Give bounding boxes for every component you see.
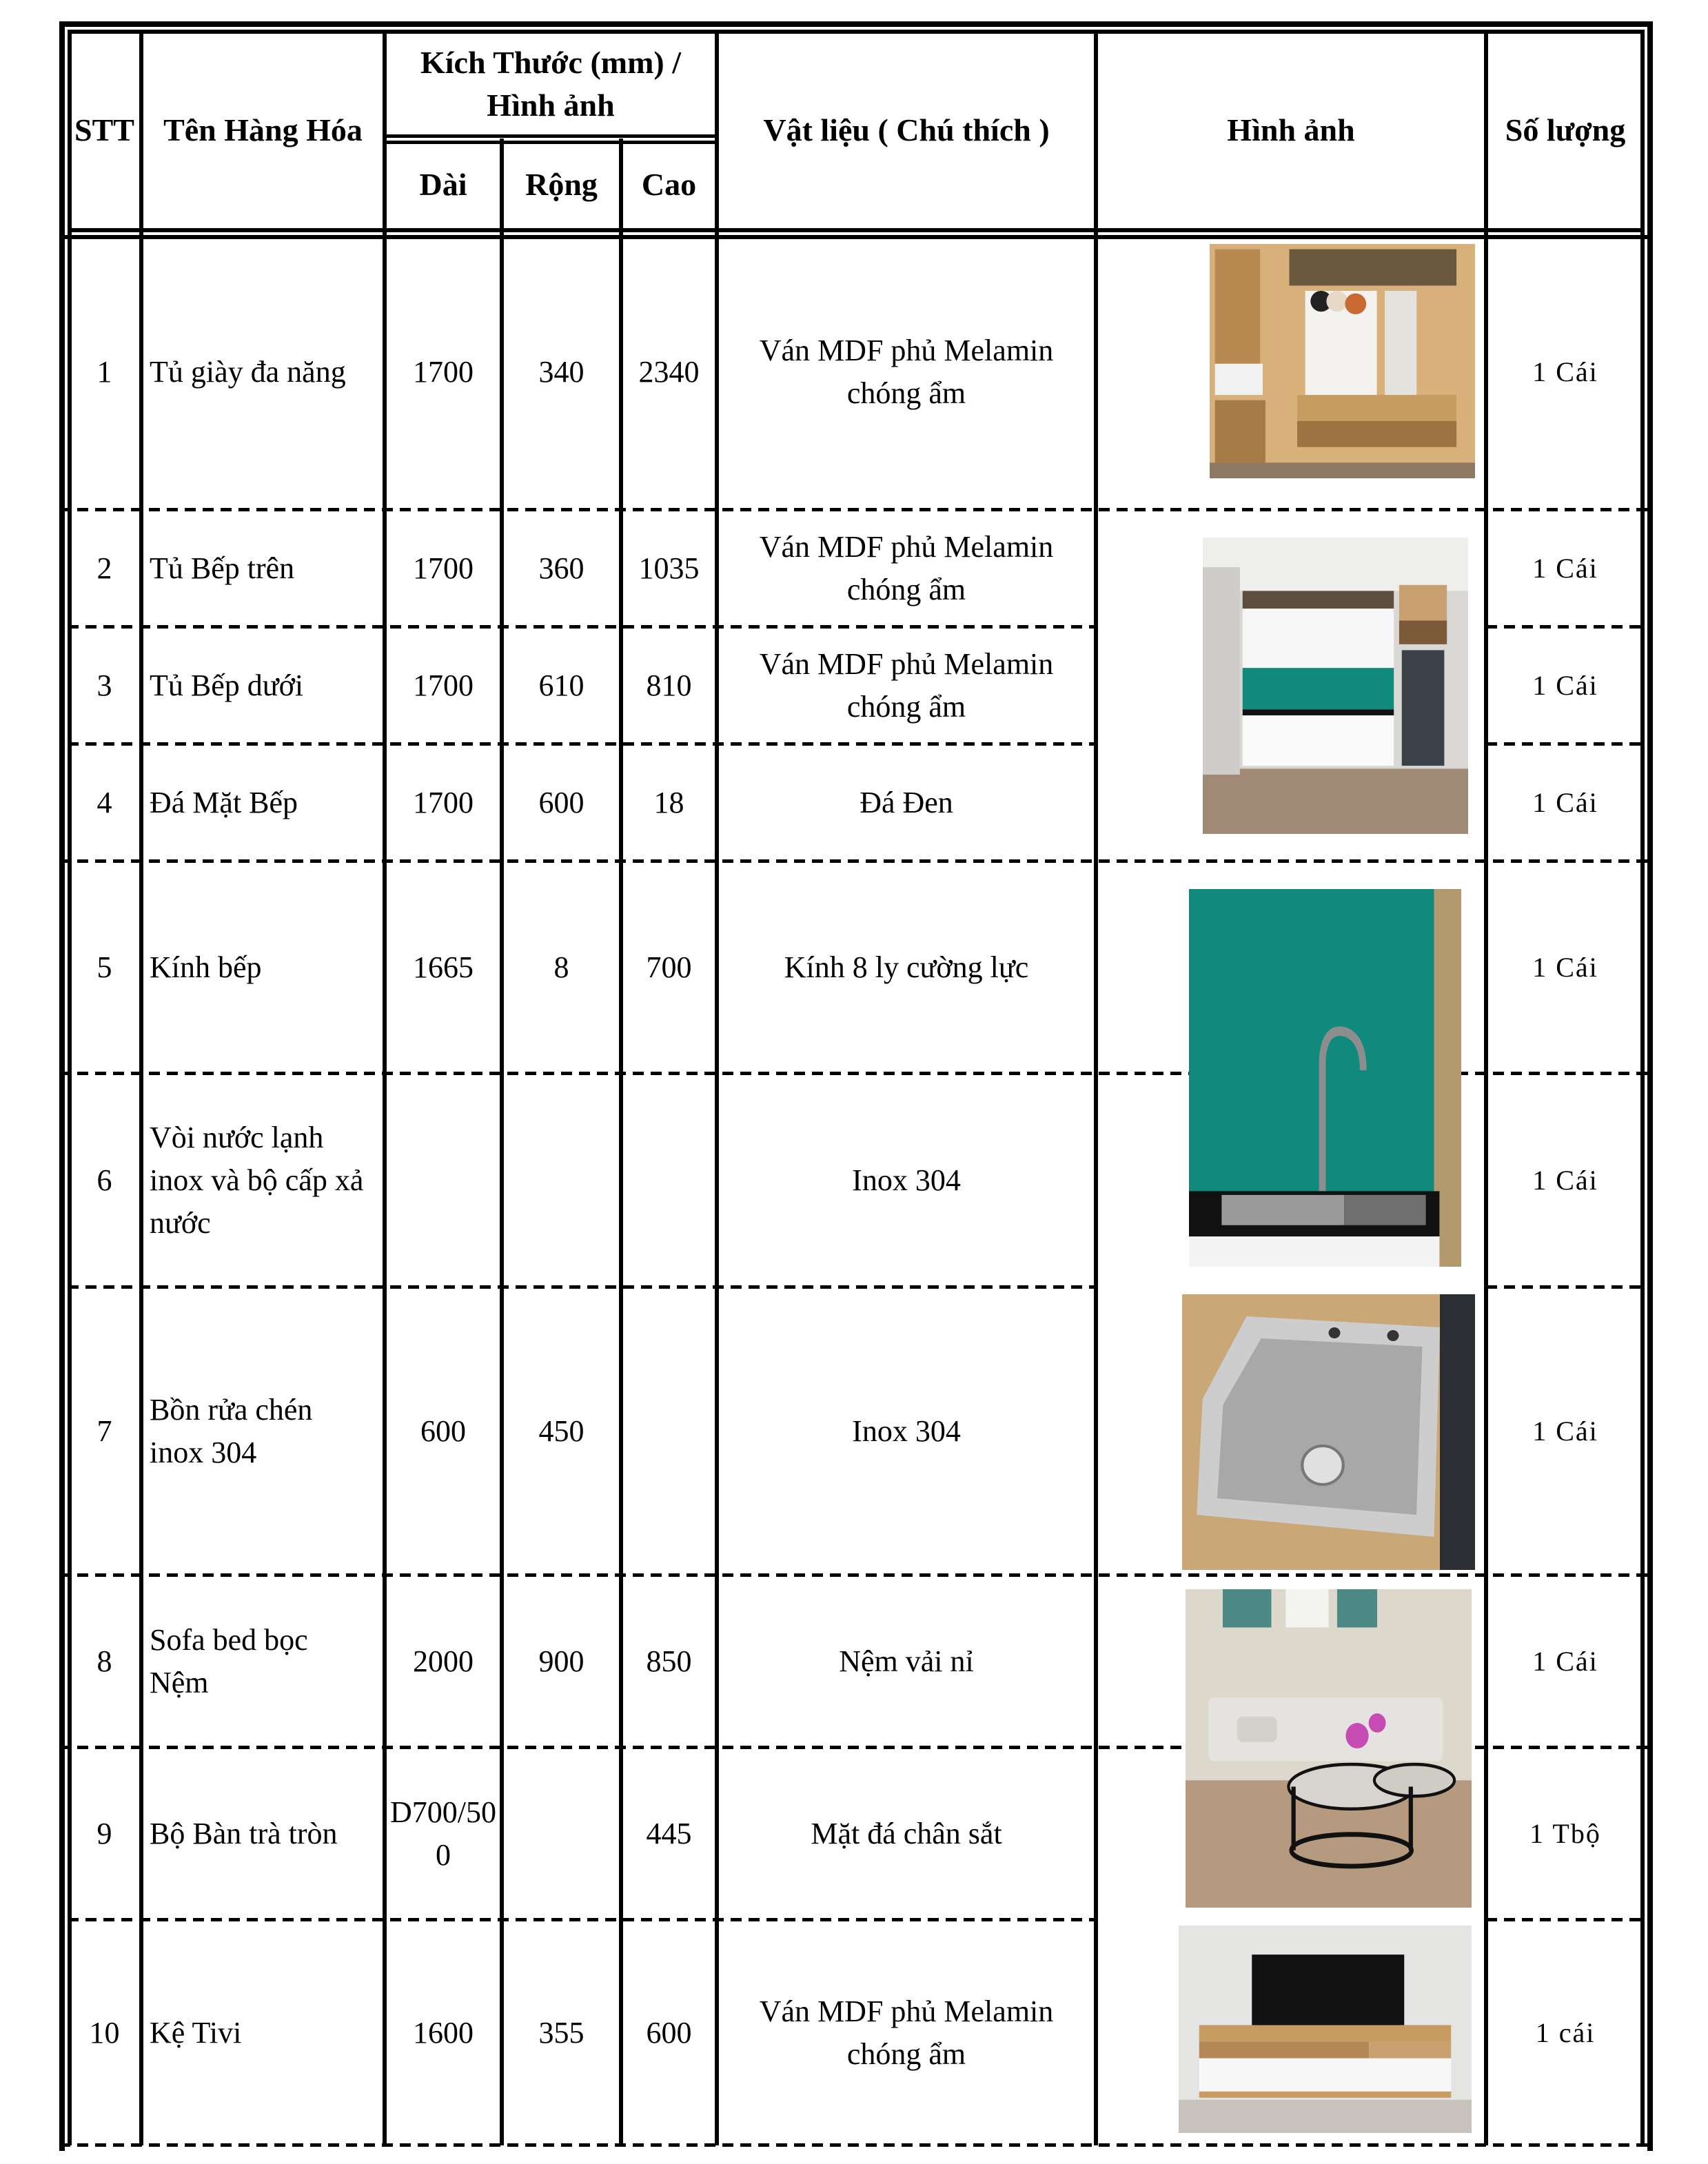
row-height (621, 1074, 717, 1287)
row-quantity: 1 Cái (1532, 356, 1598, 387)
row-length: 1600 (413, 2015, 474, 2050)
row-material: Inox 304 (852, 1414, 961, 1448)
row-width: 355 (538, 2015, 584, 2050)
size-group-rule (385, 134, 717, 138)
size-group-rule-2 (385, 141, 717, 144)
row-height (621, 1287, 717, 1575)
row-stt: 1 (96, 355, 112, 389)
header-bottom-rule (68, 228, 1645, 232)
tv-stand-photo (1179, 1926, 1472, 2133)
row-material: Đá Đen (860, 786, 953, 819)
row-length: 1665 (413, 950, 474, 984)
row-material: Ván MDF phủ Melamin chóng ẩm (759, 647, 1054, 724)
row-separator (1486, 742, 1645, 746)
row-width: 610 (538, 668, 584, 702)
row-name: Đá Mặt Bếp (150, 786, 298, 819)
row-stt: 7 (96, 1414, 112, 1448)
row-name: Bộ Bàn trà tròn (150, 1817, 338, 1850)
row-separator (68, 625, 1096, 629)
row-length: D700/500 (390, 1795, 496, 1872)
row-name: Tủ Bếp trên (150, 551, 295, 585)
row-name: Tủ Bếp dưới (150, 668, 304, 702)
header-top-rule (68, 30, 1645, 34)
row-quantity: 1 cái (1535, 2017, 1596, 2048)
kitchen-cabinets-photo (1203, 538, 1468, 834)
row-name: Vòi nước lạnh inox và bộ cấp xả nước (150, 1121, 364, 1240)
row-width (502, 1748, 621, 1920)
sofa-coffee-table-photo (1186, 1589, 1472, 1908)
row-quantity: 1 Cái (1532, 1646, 1598, 1677)
row-length: 1700 (413, 355, 474, 389)
row-stt: 10 (89, 2015, 120, 2050)
shoe-cabinet-photo (1210, 244, 1475, 478)
row-stt: 5 (96, 950, 112, 984)
row-quantity: 1 Cái (1532, 1165, 1598, 1196)
row-length: 1700 (413, 668, 474, 702)
row-stt: 2 (96, 551, 112, 585)
row-height: 810 (646, 668, 692, 702)
row-quantity: 1 Cái (1532, 1416, 1598, 1447)
header-width: Rộng (525, 167, 598, 202)
row-height: 600 (646, 2015, 692, 2050)
row-length: 1700 (413, 786, 474, 819)
row-quantity: 1 Tbộ (1529, 1818, 1601, 1849)
row-name: Bồn rửa chén inox 304 (150, 1393, 313, 1469)
stainless-sink-photo (1182, 1294, 1475, 1570)
header-quantity: Số lượng (1505, 112, 1626, 147)
row-quantity: 1 Cái (1532, 670, 1598, 701)
row-height: 445 (646, 1817, 692, 1850)
row-separator (1486, 1285, 1645, 1289)
header-stt: STT (74, 112, 134, 147)
row-width: 340 (538, 355, 584, 389)
row-separator (59, 859, 1653, 863)
kitchen-glass-faucet-photo (1189, 889, 1461, 1267)
header-height: Cao (641, 167, 697, 202)
row-separator (1486, 1918, 1645, 1921)
row-stt: 9 (96, 1817, 112, 1850)
row-height: 1035 (638, 551, 700, 585)
row-separator (68, 1918, 1096, 1921)
header-size-group: Kích Thước (mm) / Hình ảnh (420, 45, 682, 123)
row-name: Tủ giày đa năng (150, 355, 346, 389)
row-height: 850 (646, 1644, 692, 1678)
furniture-quotation-table (68, 30, 1645, 2145)
row-stt: 3 (96, 668, 112, 702)
row-height: 700 (646, 950, 692, 984)
row-material: Mặt đá chân sắt (811, 1817, 1002, 1850)
row-width (502, 1074, 621, 1287)
row-separator (59, 508, 1653, 511)
row-stt: 4 (96, 786, 112, 819)
header-image: Hình ảnh (1227, 112, 1355, 147)
row-separator (68, 742, 1096, 746)
row-name: Kệ Tivi (150, 2015, 242, 2050)
row-width: 450 (538, 1414, 584, 1448)
row-separator (1486, 625, 1645, 629)
row-material: Nệm vải nỉ (839, 1644, 974, 1678)
row-width: 900 (538, 1644, 584, 1678)
header-material: Vật liệu ( Chú thích ) (763, 112, 1050, 147)
row-separator (59, 2143, 1653, 2147)
row-material: Ván MDF phủ Melamin chóng ẩm (759, 334, 1054, 410)
row-length (385, 1074, 502, 1287)
row-height: 18 (653, 786, 684, 819)
row-quantity: 1 Cái (1532, 952, 1598, 983)
row-name: Sofa bed bọc Nệm (150, 1623, 308, 1699)
row-length: 600 (420, 1414, 466, 1448)
row-material: Kính 8 ly cường lực (784, 950, 1029, 984)
row-quantity: 1 Cái (1532, 553, 1598, 584)
row-name: Kính bếp (150, 950, 262, 984)
header-length: Dài (419, 167, 467, 202)
row-length: 1700 (413, 551, 474, 585)
row-width: 360 (538, 551, 584, 585)
row-width: 8 (553, 950, 569, 984)
row-separator (59, 1573, 1653, 1577)
header-name: Tên Hàng Hóa (163, 112, 363, 147)
row-quantity: 1 Cái (1532, 787, 1598, 818)
row-separator (68, 1285, 1096, 1289)
row-stt: 6 (96, 1163, 112, 1197)
row-material: Inox 304 (852, 1163, 961, 1197)
row-length: 2000 (413, 1644, 474, 1678)
row-stt: 8 (96, 1644, 112, 1678)
row-width: 600 (538, 786, 584, 819)
row-height: 2340 (638, 355, 700, 389)
row-material: Ván MDF phủ Melamin chóng ẩm (759, 530, 1054, 606)
row-material: Ván MDF phủ Melamin chóng ẩm (759, 1994, 1054, 2071)
